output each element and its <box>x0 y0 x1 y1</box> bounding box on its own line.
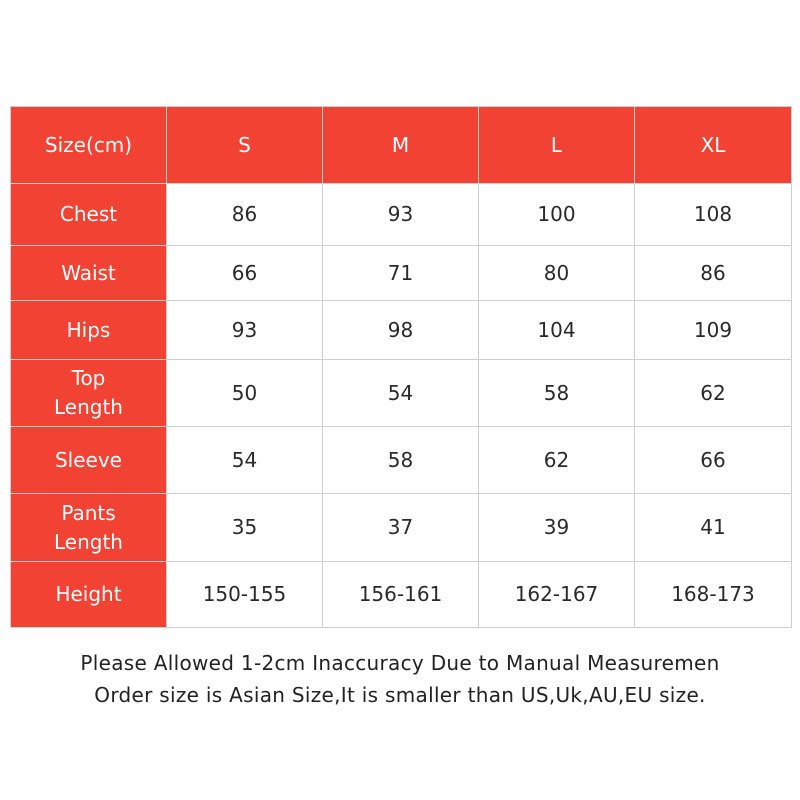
table-cell: 162-167 <box>479 562 635 628</box>
table-cell: 58 <box>479 360 635 427</box>
row-label: Sleeve <box>11 427 167 494</box>
table-cell: 86 <box>167 184 323 246</box>
table-cell: 39 <box>479 494 635 562</box>
asian-size-note: Order size is Asian Size,It is smaller than US,Uk,AU,EU size. <box>94 683 706 707</box>
table-cell: 98 <box>323 301 479 360</box>
table-cell: 62 <box>635 360 792 427</box>
table-cell: 41 <box>635 494 792 562</box>
table-cell: 58 <box>323 427 479 494</box>
table-cell: 35 <box>167 494 323 562</box>
row-label: Chest <box>11 184 167 246</box>
table-cell: 71 <box>323 246 479 301</box>
table-cell: 93 <box>323 184 479 246</box>
table-cell: 50 <box>167 360 323 427</box>
table-cell: 54 <box>323 360 479 427</box>
table-row <box>11 360 792 427</box>
table-cell: 150-155 <box>167 562 323 628</box>
table-row <box>11 184 792 246</box>
table-cell: 54 <box>167 427 323 494</box>
table-cell: 168-173 <box>635 562 792 628</box>
size-column-header: S <box>167 107 323 184</box>
table-cell: 109 <box>635 301 792 360</box>
row-label: Hips <box>11 301 167 360</box>
table-cell: 156-161 <box>323 562 479 628</box>
header-row <box>11 107 792 184</box>
table-cell: 100 <box>479 184 635 246</box>
size-column-header: M <box>323 107 479 184</box>
table-row <box>11 246 792 301</box>
table-cell: 66 <box>635 427 792 494</box>
table-row <box>11 427 792 494</box>
size-column-header: L <box>479 107 635 184</box>
table-row <box>11 301 792 360</box>
table-cell: 93 <box>167 301 323 360</box>
table-cell: 62 <box>479 427 635 494</box>
row-label: Height <box>11 562 167 628</box>
row-label: Top Length <box>11 360 167 427</box>
table-row <box>11 562 792 628</box>
table-cell: 37 <box>323 494 479 562</box>
table-cell: 86 <box>635 246 792 301</box>
table-cell: 80 <box>479 246 635 301</box>
table-cell: 108 <box>635 184 792 246</box>
row-label: Waist <box>11 246 167 301</box>
size-chart-table <box>10 106 792 628</box>
table-cell: 66 <box>167 246 323 301</box>
table-row <box>11 494 792 562</box>
row-label: Pants Length <box>11 494 167 562</box>
measurement-note: Please Allowed 1-2cm Inaccuracy Due to Manual Measuremen <box>80 651 720 675</box>
size-column-header: XL <box>635 107 792 184</box>
corner-header-label: Size(cm) <box>11 107 167 184</box>
table-cell: 104 <box>479 301 635 360</box>
